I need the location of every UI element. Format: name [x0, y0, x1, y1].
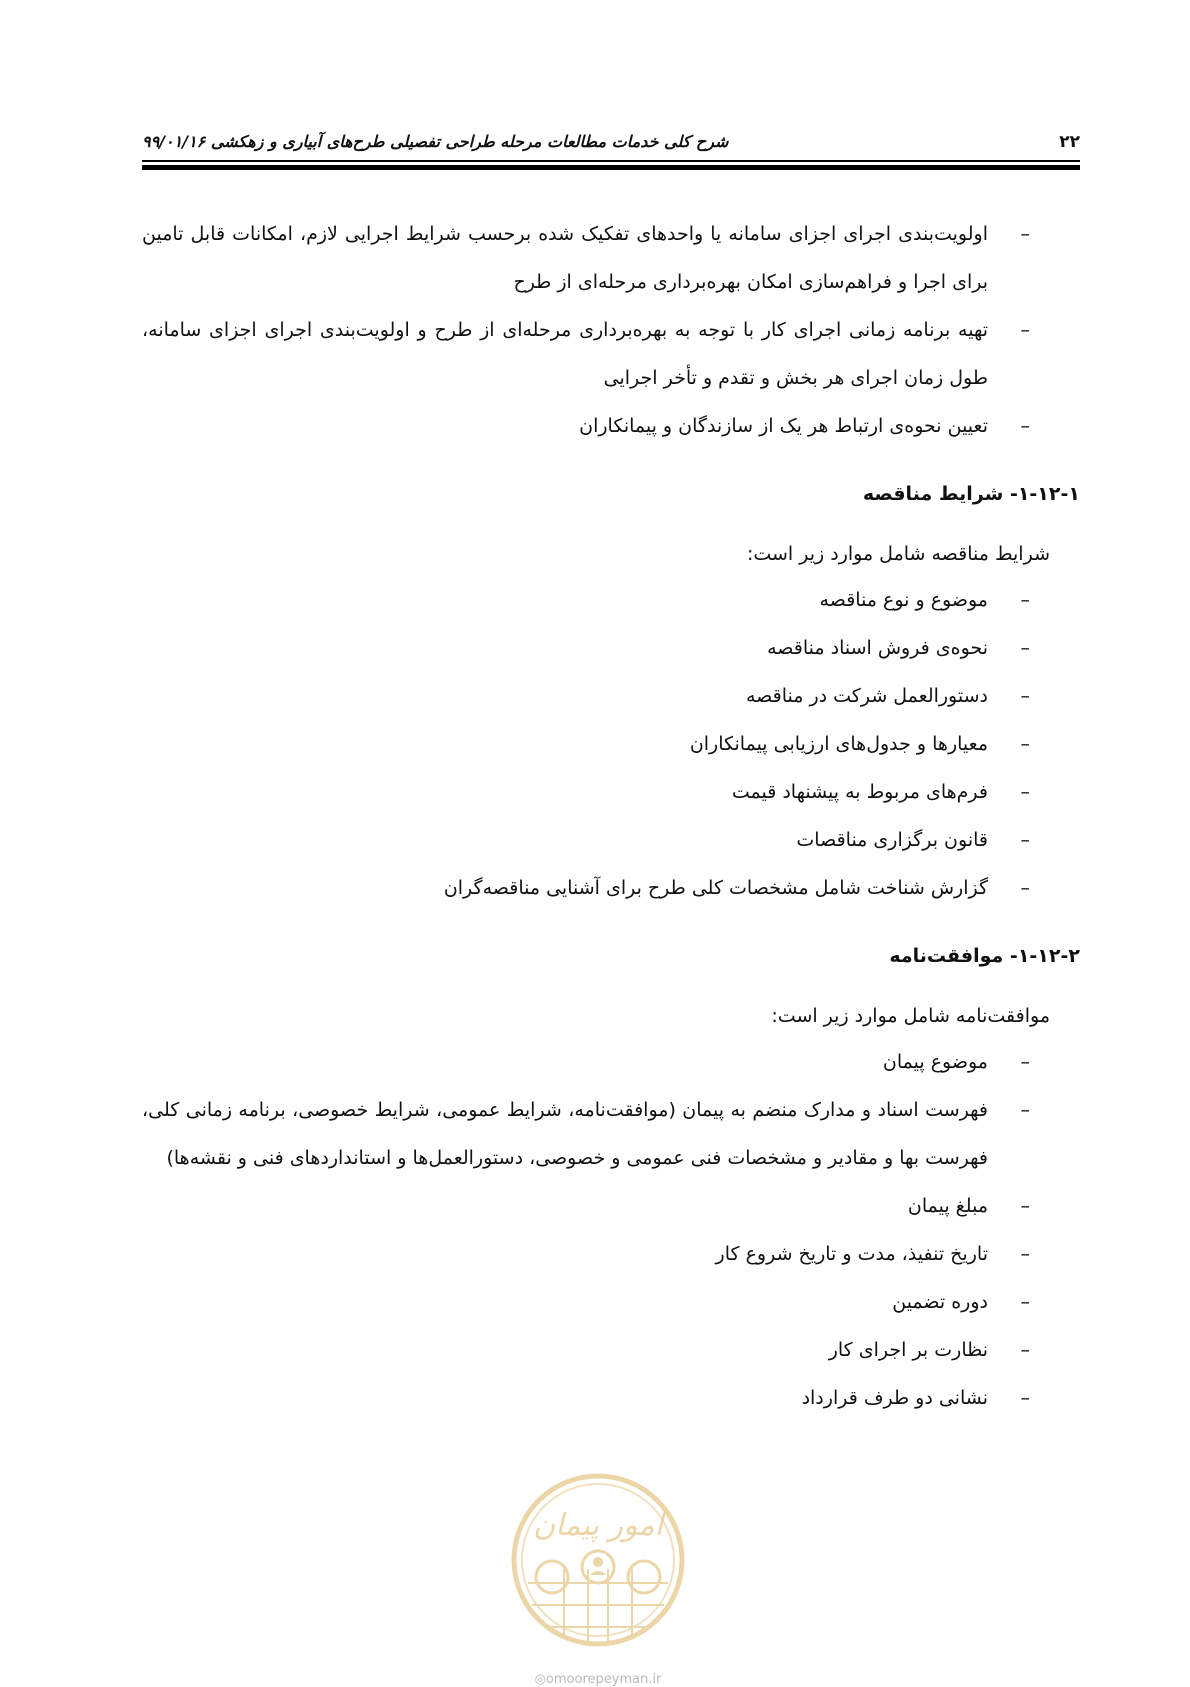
list-item: – موضوع پیمان [142, 1038, 988, 1086]
tender-conditions-list [142, 576, 1080, 912]
list-item: – دستورالعمل شرکت در مناقصه [142, 672, 988, 720]
running-title: شرح کلی خدمات مطالعات مرحله طراحی تفصیلی طرح‌های آبیاری و زهکشی ۹۹/۰۱/۱۶ [142, 132, 729, 151]
dash-bullet: – [1020, 1387, 1030, 1409]
list-item: – فهرست اسناد و مدارک منضم به پیمان (موافقت‌نامه، شرایط عمومی، شرایط خصوصی، برنامه زمانی کلی، فهرست بها و مقادیر و مشخصات فنی عمومی و خصوصی، دستورالعمل‌ها و استانداردهای فنی و نقشه‌ها) [142, 1086, 988, 1182]
at-icon: ◎ [534, 1672, 546, 1687]
header-divider [142, 160, 1080, 162]
dash-bullet: – [1020, 1051, 1030, 1073]
list-item: – نحوه‌ی فروش اسناد مناقصه [142, 624, 988, 672]
dash-bullet: – [1020, 1339, 1030, 1361]
dash-bullet: – [1020, 1243, 1030, 1265]
seal-emblem-icon [508, 1465, 688, 1665]
list-item: – تاریخ تنفیذ، مدت و تاریخ شروع کار [142, 1230, 988, 1278]
dash-bullet: – [1020, 223, 1030, 245]
section-heading-agreement: ۱-۱۲-۲- موافقت‌نامه [889, 945, 1080, 967]
page-header [142, 128, 1080, 158]
watermark-website: ◎omoorepeyman.ir [534, 1672, 662, 1687]
dash-bullet: – [1020, 781, 1030, 803]
list-item: – نشانی دو طرف قرارداد [142, 1374, 988, 1422]
dash-bullet: – [1020, 685, 1030, 707]
list-item: – اولویت‌بندی اجرای اجزای سامانه یا واحدهای تفکیک شده برحسب شرایط اجرایی لازم، امکانات قابل تامین برای اجرا و فراهم‌سازی امکان بهره‌برداری مرحله‌ای از طرح [142, 210, 988, 306]
dash-bullet: – [1020, 1195, 1030, 1217]
dash-bullet: – [1020, 1099, 1030, 1121]
section-heading-tender: ۱-۱۲-۱- شرایط مناقصه [862, 483, 1080, 505]
dash-bullet: – [1020, 733, 1030, 755]
list-item: – معیارها و جدول‌های ارزیابی پیمانکاران [142, 720, 988, 768]
watermark-seal [508, 1465, 688, 1687]
dash-bullet: – [1020, 829, 1030, 851]
section-intro-tender: شرایط مناقصه شامل موارد زیر است: [746, 543, 1050, 565]
list-item: – تهیه برنامه زمانی اجرای کار با توجه به بهره‌برداری مرحله‌ای از طرح و اولویت‌بندی اجرای اجزای سامانه، طول زمان اجرای هر بخش و تقدم و تأخر اجرایی [142, 306, 988, 402]
list-item: – گزارش شناخت شامل مشخصات کلی طرح برای آشنایی مناقصه‌گران [142, 864, 988, 912]
page-number: ۲۲ [1059, 132, 1080, 152]
dash-bullet: – [1020, 877, 1030, 899]
intro-list [142, 210, 1080, 450]
list-item: – مبلغ پیمان [142, 1182, 988, 1230]
dash-bullet: – [1020, 589, 1030, 611]
section-intro-agreement: موافقت‌نامه شامل موارد زیر است: [771, 1005, 1050, 1027]
list-item: – نظارت بر اجرای کار [142, 1326, 988, 1374]
dash-bullet: – [1020, 319, 1030, 341]
dash-bullet: – [1020, 415, 1030, 437]
list-item: – تعیین نحوه‌ی ارتباط هر یک از سازندگان و پیمانکاران [142, 402, 988, 450]
header-divider-thick [142, 165, 1080, 170]
list-item: – فرم‌های مربوط به پیشنهاد قیمت [142, 768, 988, 816]
document-body [142, 210, 1080, 1422]
list-item: – دوره تضمین [142, 1278, 988, 1326]
seal-brand-text: امور پیمان [533, 1508, 663, 1543]
list-item: – موضوع و نوع مناقصه [142, 576, 988, 624]
dash-bullet: – [1020, 637, 1030, 659]
list-item: – قانون برگزاری مناقصات [142, 816, 988, 864]
agreement-list [142, 1038, 1080, 1422]
dash-bullet: – [1020, 1291, 1030, 1313]
